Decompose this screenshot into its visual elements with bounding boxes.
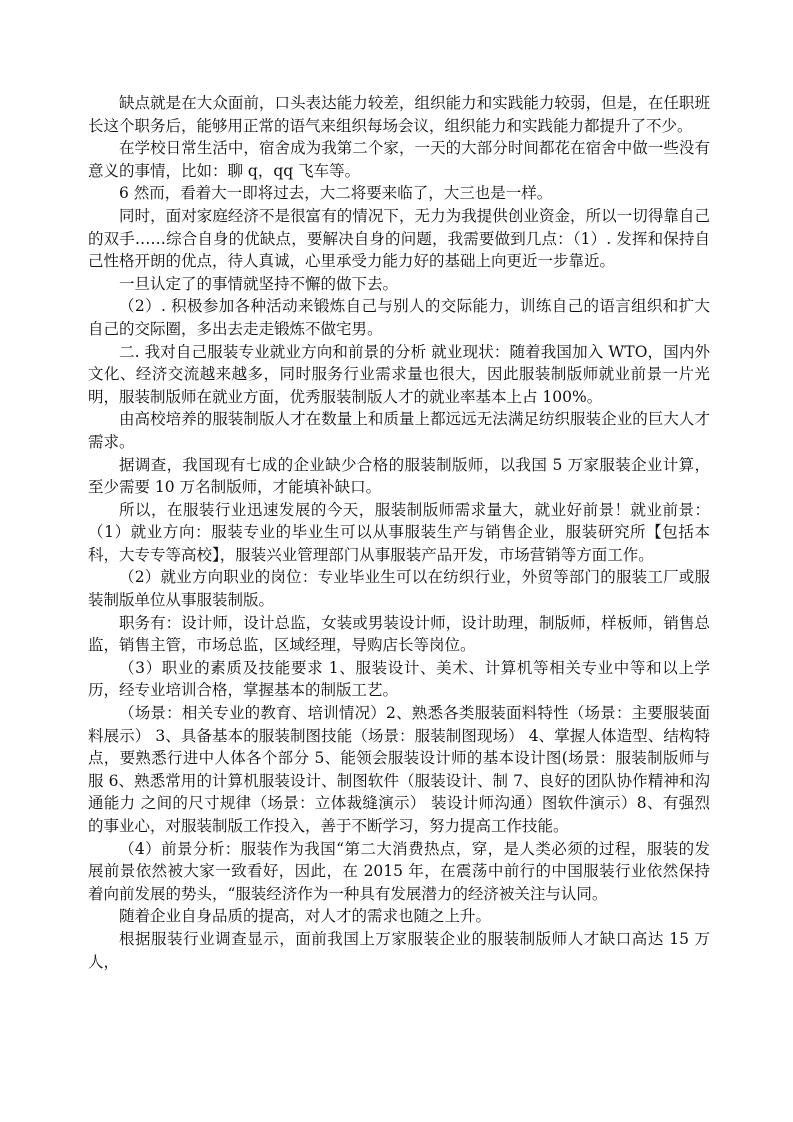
paragraph: 二. 我对自己服装专业就业方向和前景的分析 就业现状：随着我国加入 WTO，国内外文化、经济交流越来越多，同时服务行业需求量也很大，因此服装制版师就业前景一片光明，服装制版师在就业方面，优秀服装制版人才的就业率基本上占 100%。 [88,342,710,406]
paragraph: 一旦认定了的事情就坚持不懈的做下去。 [119,274,399,293]
paragraph: （2）. 积极参加各种活动来锻炼自己与别人的交际能力，训练自己的语言组织和扩大自己的交际圈，多出去走走锻炼不做宅男。 [88,297,710,338]
paragraph: 在学校日常生活中，宿舍成为我第二个家，一天的大部分时间都花在宿舍中做一些没有意义的事情，比如：聊 q，qq 飞车等。 [88,139,710,180]
paragraph: 6 然而，看着大一即将过去，大二将要来临了，大三也是一样。 [119,184,553,203]
paragraph: （4）前景分析：服装作为我国“第二大消费热点，穿，是人类必须的过程，服装的发展前景依然被大家一致看好，因此，在 2015 年，在震荡中前行的中国服装行业依然保持着向前发展的势头，“服装经济作为一种具有发展潜力的经济被关注与认同。 [88,839,710,903]
paragraph: 根据服装行业调查显示，面前我国上万家服装企业的服装制版师人才缺口高达 15 万人， [88,929,710,971]
paragraph: 据调查，我国现有七成的企业缺少合格的服装制版师，以我国 5 万家服装企业计算，至少需要 10 万名制版师，才能填补缺口。 [88,455,710,497]
paragraph: 同时，面对家庭经济不是很富有的情况下，无力为我提供创业资金，所以一切得靠自己的双手……综合自身的优缺点，要解决自身的问题，我需要做到几点：（1）. 发挥和保持自己性格开朗的优点，待人真诚，心里承受力能力好的基础上向更近一步靠近。 [88,206,710,271]
paragraph: 由高校培养的服装制版人才在数量上和质量上都远远无法满足纺织服装企业的巨大人才需求。 [88,410,710,451]
paragraph: （2）就业方向职业的岗位：专业毕业生可以在纺织行业，外贸等部门的服装工厂或服装制版单位从事服装制版。 [88,568,710,610]
paragraph: （场景：相关专业的教育、培训情况）2、熟悉各类服装面料特性（场景：主要服装面料展示） 3、具备基本的服装制图技能（场景：服装制图现场） 4、掌握人体造型、结构特点，要熟悉行进中人体各个部分 5、能领会服装设计师的基本设计图(场景：服装制版师与服 6、熟悉常用的计算机服装设计、制图软件（服装设计、制 7、良好的团队协作精神和沟通能力 之间的尺寸规律（场景：立体裁缝演示） 装设计师沟通）图软件演示）8、有强烈的事业心，对服装制版工作投入，善于不断学习，努力提高工作技能。 [88,704,710,835]
paragraph: 随着企业自身品质的提高，对人才的需求也随之上升。 [119,907,492,926]
paragraph: 职务有：设计师，设计总监，女装或男装设计师，设计助理，制版师，样板师，销售总监，销售主管，市场总监，区域经理，导购店长等岗位。 [88,613,710,655]
paragraph: 所以，在服装行业迅速发展的今天，服装制版师需求量大，就业好前景！就业前景：（1）就业方向：服装专业的毕业生可以从事服装生产与销售企业，服装研究所【包括本科，大专专等高校】，服装兴业管理部门从事服装产品开发，市场营销等方面工作。 [88,500,710,564]
paragraph: 缺点就是在大众面前，口头表达能力较差，组织能力和实践能力较弱，但是，在任职班长这个职务后，能够用正常的语气来组织每场会议，组织能力和实践能力都提升了不少。 [88,94,710,135]
paragraph: （3）职业的素质及技能要求 1、服装设计、美术、计算机等相关专业中等和以上学历，经专业培训合格，掌握基本的制版工艺。 [88,658,710,700]
document-body [88,92,710,973]
